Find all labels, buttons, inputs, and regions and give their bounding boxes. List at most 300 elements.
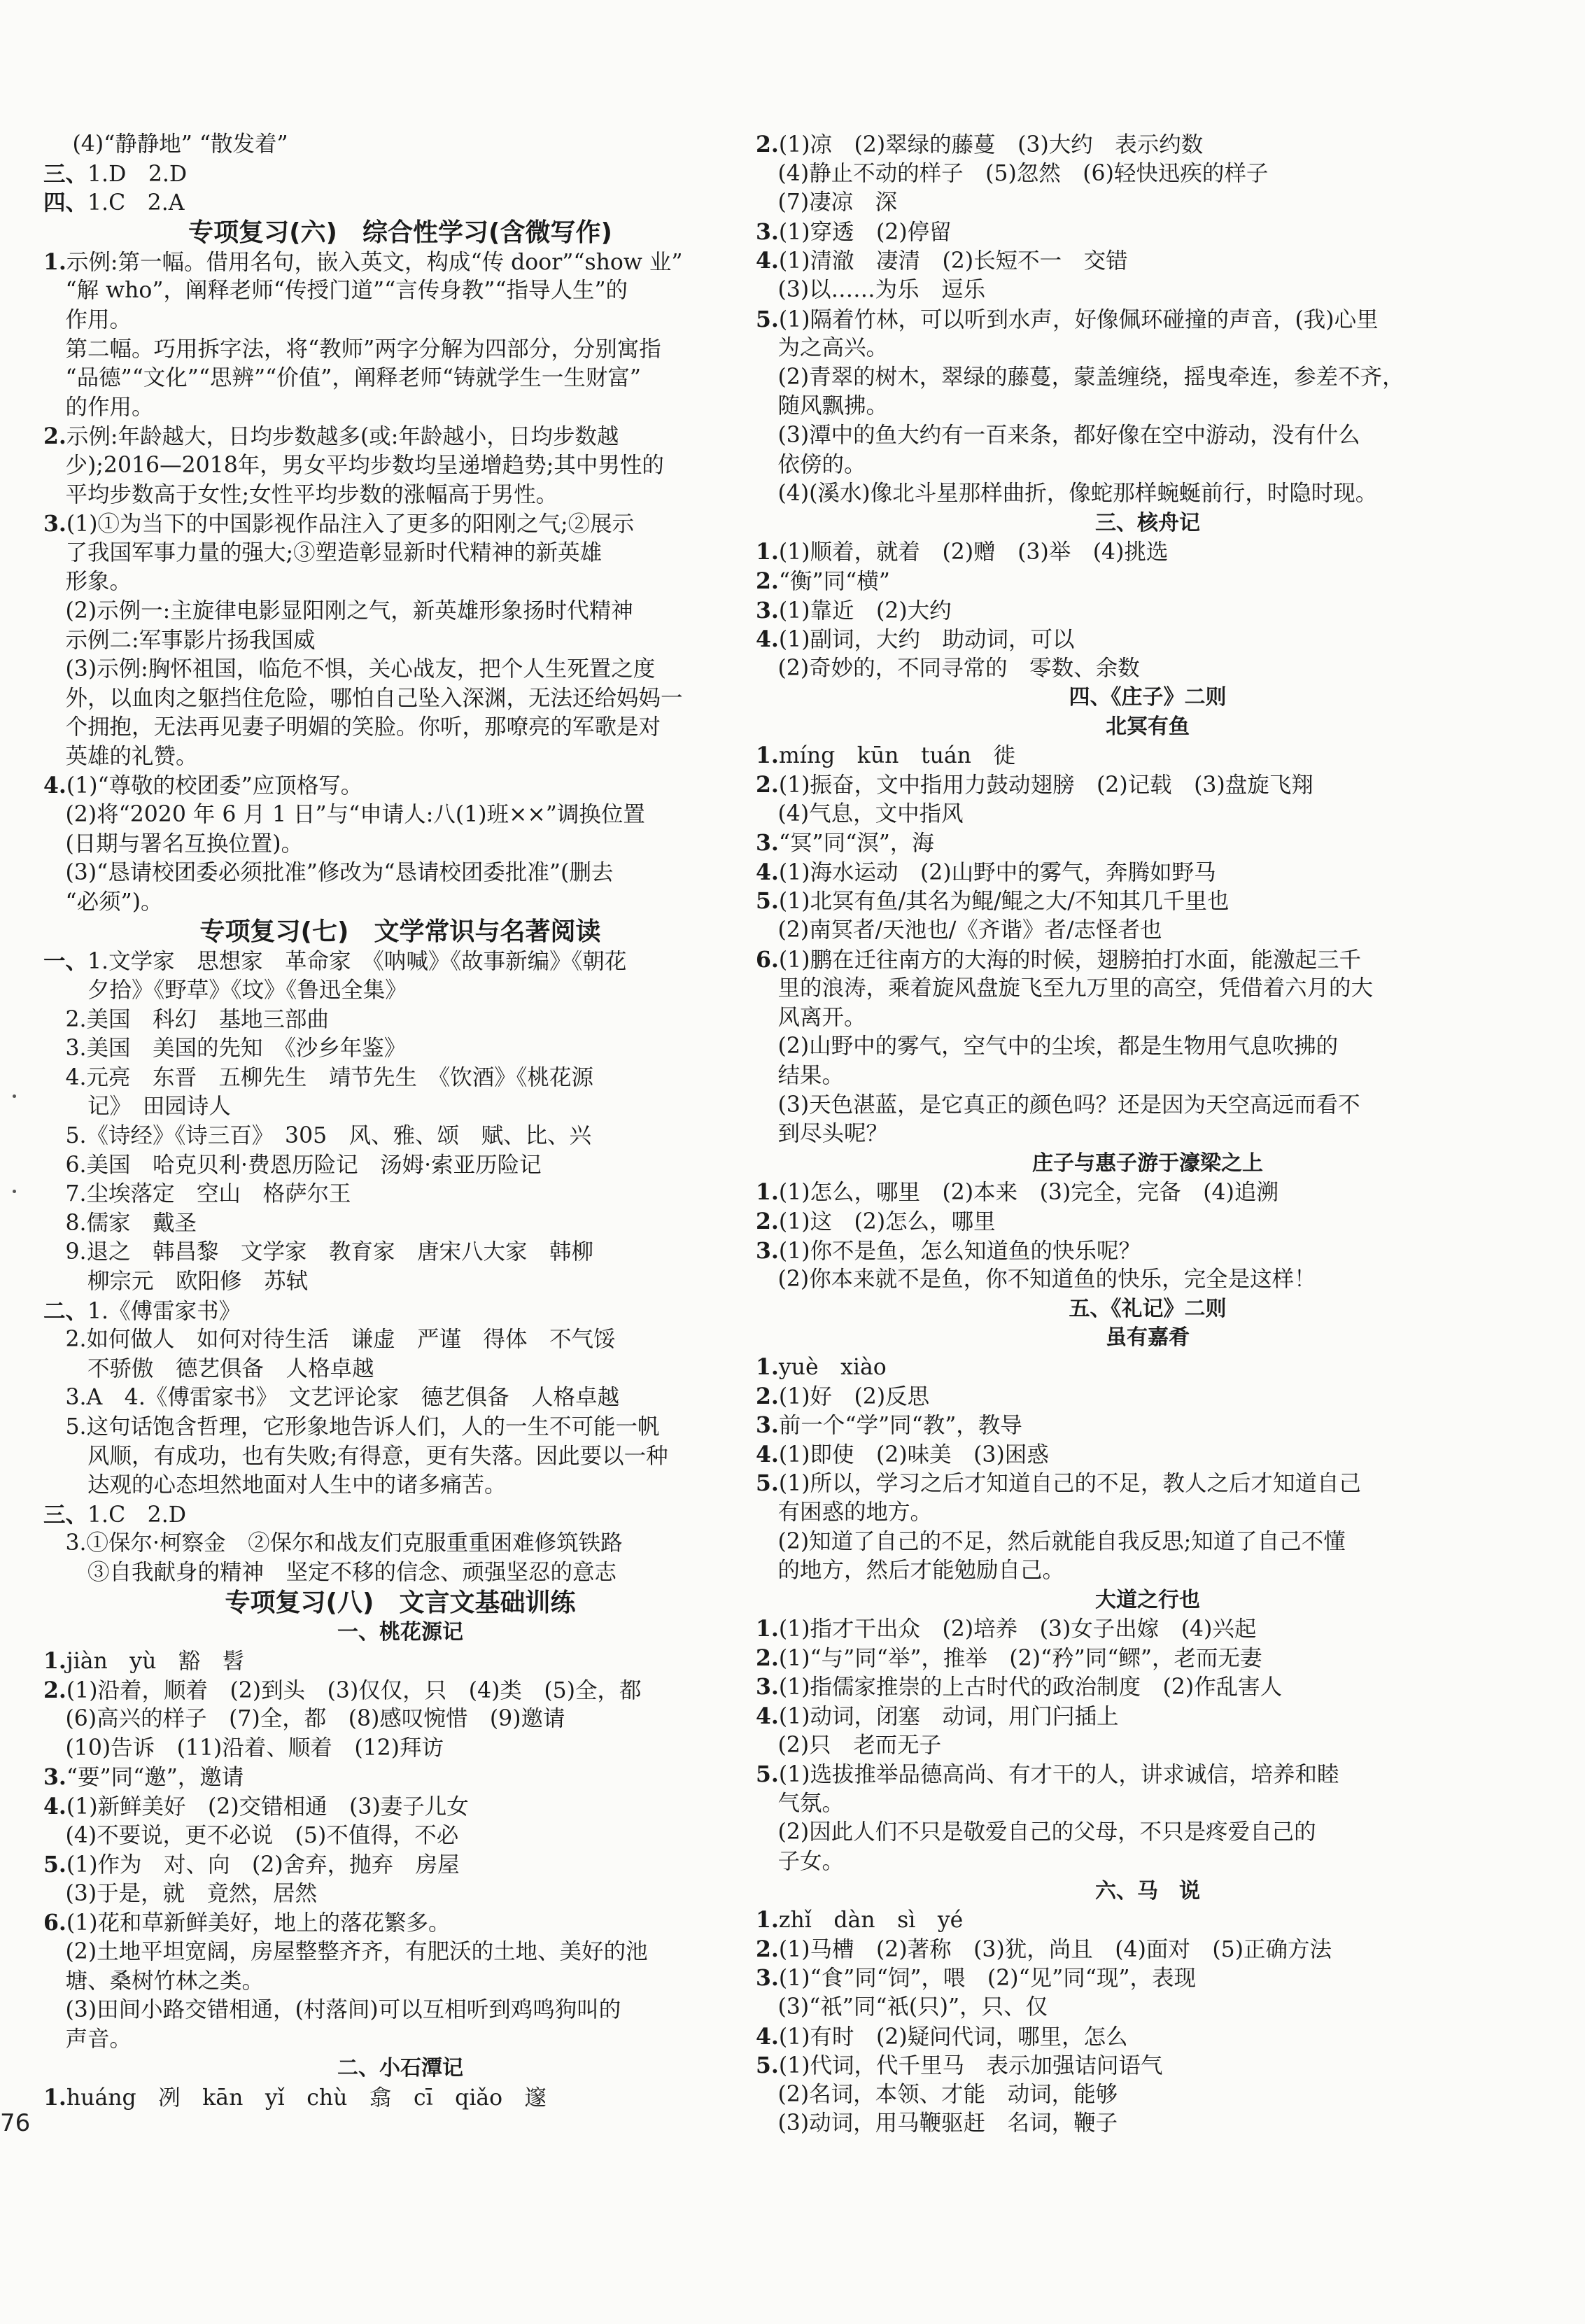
answer-line	[43, 1355, 757, 1384]
answer-line	[43, 188, 757, 218]
question-number: 3.	[756, 1674, 779, 1700]
answer-line	[43, 1092, 757, 1122]
answer-line	[756, 1731, 1540, 1761]
subsection-heading: 三、核舟记	[1095, 510, 1200, 535]
answer-text: (1)花和草新鲜美好，地上的落花繁多。	[66, 1910, 451, 1936]
answer-text: “冥”同“溟”，海	[778, 831, 934, 857]
question-number: 2.	[43, 423, 66, 450]
question-number: 3.	[756, 830, 779, 857]
answer-line	[43, 306, 757, 335]
answer-text: (日期与署名互换位置)。	[43, 831, 304, 857]
answer-line	[756, 945, 1540, 975]
answer-text: 的地方，然后才能勉励自己。	[756, 1558, 1065, 1584]
answer-text: (2)南冥者/天池也/《齐谐》者/志怪者也	[756, 917, 1162, 943]
answer-text: (2)示例一:主旋律电影显阳刚之气，新英雄形象扬时代精神	[43, 598, 633, 624]
answer-text: 示例二:军事影片扬我国威	[43, 627, 316, 653]
answer-line	[756, 654, 1540, 684]
answer-text: 风顺，有成功，也有失败;有得意，更有失落。因此要以一种	[43, 1443, 668, 1469]
answer-text: (7)凄凉 深	[756, 190, 898, 216]
answer-line	[756, 770, 1540, 800]
answer-text: (3)“祇”同“祇(只)”，只、仅	[756, 1994, 1048, 2020]
question-number: 3.	[756, 1965, 779, 1992]
answer-line	[43, 1064, 757, 1093]
answer-line	[756, 392, 1540, 421]
answer-line	[756, 246, 1540, 276]
answer-line	[43, 947, 757, 976]
answer-line	[43, 713, 757, 742]
answer-line	[43, 1180, 757, 1209]
answer-line	[43, 1850, 757, 1880]
answer-line	[43, 160, 757, 189]
answer-line	[756, 363, 1540, 393]
answer-text: 第二幅。巧用拆字法，将“教师”两字分解为四部分，分别寓指	[43, 336, 661, 362]
answer-line	[756, 160, 1540, 189]
answer-text: 外，以血肉之躯挡住危险，哪怕自己坠入深渊，无法还给妈妈一	[43, 685, 683, 711]
answer-line	[43, 1500, 757, 1530]
answer-text: (1)①为当下的中国影视作品注入了更多的阳刚之气;②展示	[66, 512, 635, 537]
answer-line	[756, 2051, 1540, 2080]
answer-line	[43, 771, 757, 801]
answer-text: (1)你不是鱼，怎么知道鱼的快乐呢？	[778, 1238, 1141, 1264]
answer-text: (4)静止不动的样子 (5)忽然 (6)轻快迅疾的样子	[756, 160, 1269, 186]
answer-text: (3)田间小路交错相通，(村落间)可以互相听到鸡鸣狗叫的	[43, 1997, 621, 2023]
answer-text: (1)穿透 (2)停留	[778, 219, 952, 245]
answer-text: 少);2016—2018年，男女平均步数均呈递增趋势;其中男性的	[43, 452, 664, 478]
question-number: 1.	[756, 539, 779, 565]
answer-text: 形象。	[43, 569, 132, 595]
question-number: 2.	[43, 1677, 66, 1703]
answer-line	[43, 2025, 757, 2055]
answer-text: 的作用。	[43, 394, 154, 420]
answer-line	[43, 1122, 757, 1151]
answer-line	[43, 859, 757, 888]
section-heading: 专项复习(八) 文言文基础训练	[225, 1588, 576, 1617]
answer-line	[43, 1383, 757, 1413]
answer-text: (1)好 (2)反思	[778, 1383, 930, 1409]
answer-line	[43, 1822, 757, 1851]
answer-text: (1)“食”同“饲”，喂 (2)“见”同“现”，表现	[778, 1966, 1196, 1992]
answer-line	[43, 626, 757, 656]
answer-text: (1)新鲜美好 (2)交错相通 (3)妻子儿女	[66, 1794, 469, 1820]
answer-text: (2)山野中的雾气，空气中的尘埃，都是生物用气息吹拂的	[756, 1034, 1339, 1059]
question-number: 4.	[756, 859, 779, 885]
answer-text: (1)作为 对、向 (2)舍弃，抛弃 房屋	[66, 1852, 460, 1878]
answer-text: 达观的心态坦然地面对人生中的诸多痛苦。	[43, 1472, 507, 1498]
answer-text: 为之高兴。	[756, 335, 889, 361]
answer-text: (3)“恳请校团委必须批准”修改为“恳请校团委批准”(删去	[43, 860, 614, 886]
question-number: 4.	[756, 626, 779, 653]
answer-text: (3)天色湛蓝，是它真正的颜色吗？还是因为天空高远而看不	[756, 1092, 1360, 1118]
question-number: 1.	[43, 1648, 66, 1675]
answer-line	[43, 248, 757, 277]
answer-line	[43, 888, 757, 917]
left-column	[43, 130, 757, 2113]
question-number: 1.	[43, 248, 66, 275]
question-number: 1.	[756, 1907, 779, 1934]
answer-line	[43, 451, 757, 481]
answer-text: (2)奇妙的，不同寻常的 零数、余数	[756, 655, 1140, 681]
answer-text: 1.D 2.D	[87, 161, 188, 187]
answer-line	[43, 130, 757, 160]
question-number: 3.	[43, 1764, 66, 1791]
answer-text: (1)“尊敬的校团委”应顶格写。	[66, 773, 363, 799]
answer-text: 英雄的礼赞。	[43, 743, 198, 769]
question-number: 1.	[756, 1353, 779, 1380]
answer-line	[756, 218, 1540, 247]
answer-line	[756, 1469, 1540, 1498]
answer-text: 了我国军事力量的强大;③塑造彰显新时代精神的新英雄	[43, 540, 603, 565]
answer-text: 3.A 4.《傅雷家书》 文艺评论家 德艺俱备 人格卓越	[43, 1385, 620, 1411]
answer-text: (4)气息，文中指风	[756, 801, 964, 826]
answer-text: (1)靠近 (2)大约	[778, 598, 952, 624]
answer-text: 1.C 2.D	[87, 1502, 186, 1528]
answer-line	[43, 1792, 757, 1822]
question-number: 1.	[756, 1179, 779, 1206]
answer-line	[43, 1413, 757, 1442]
subsection-heading: 四、《庄子》二则	[1069, 685, 1227, 710]
question-number: 三、	[43, 160, 88, 187]
question-number: 5.	[756, 888, 779, 915]
question-number: 5.	[756, 2052, 779, 2079]
answer-text: 1.文学家 思想家 革命家 《呐喊》《故事新编》《朝花	[87, 949, 627, 975]
answer-line	[43, 1034, 757, 1064]
answer-line	[43, 1734, 757, 1763]
answer-line	[756, 1091, 1540, 1120]
answer-text: yuè xiào	[778, 1354, 887, 1380]
question-number: 4.	[756, 248, 779, 274]
answer-text: 示例:年龄越大，日均步数越多(或:年龄越小，日均步数越	[66, 424, 619, 450]
answer-text: (3)潭中的鱼大约有一百来条，都好像在空中游动，没有什么	[756, 422, 1360, 448]
question-number: 1.	[756, 1616, 779, 1642]
answer-line	[756, 1702, 1540, 1731]
answer-text: 声音。	[43, 2026, 132, 2052]
answer-text: 有困惑的地方。	[756, 1499, 933, 1525]
answer-line	[43, 976, 757, 1006]
answer-line	[756, 1032, 1540, 1062]
question-number: 2.	[756, 1208, 779, 1234]
answer-text: 1.C 2.A	[87, 190, 185, 216]
subsection-heading: 北冥有鱼	[1106, 714, 1190, 739]
question-number: 四、	[43, 190, 88, 216]
answer-line	[756, 1760, 1540, 1789]
answer-text: “衡”同“横”	[778, 568, 890, 594]
answer-line	[756, 1498, 1540, 1528]
answer-text: 2.如何做人 如何对待生活 谦虚 严谨 得体 不气馁	[43, 1327, 616, 1353]
subsection-heading: 二、小石潭记	[337, 2056, 463, 2081]
answer-text: (1)鹏在迁往南方的大海的时候，翅膀拍打水面，能激起三千	[778, 947, 1362, 973]
answer-text: 5.《诗经》《诗三百》 305 风、雅、颂 赋、比、兴	[43, 1123, 592, 1148]
answer-text: (2)你本来就不是鱼，你不知道鱼的快乐，完全是这样！	[756, 1267, 1316, 1293]
answer-line	[756, 916, 1540, 945]
answer-text: (2)土地平坦宽阔，房屋整整齐齐，有肥沃的土地、美好的池	[43, 1939, 648, 1965]
answer-text: (3)示例:胸怀祖国，临危不惧，关心战友，把个人生死置之度	[43, 656, 656, 682]
answer-line	[756, 2022, 1540, 2052]
question-number: 4.	[756, 1703, 779, 1730]
answer-line	[756, 1614, 1540, 1644]
answer-text: 气氛。	[756, 1790, 845, 1816]
answer-line	[756, 2080, 1540, 2110]
question-number: 1.	[43, 2085, 66, 2111]
scan-mark	[13, 1190, 16, 1193]
answer-line	[756, 625, 1540, 654]
answer-line	[756, 1847, 1540, 1877]
page-number: 76	[0, 2109, 31, 2137]
subsection-heading: 大道之行也	[1095, 1587, 1200, 1612]
answer-line	[43, 1297, 757, 1326]
answer-line	[43, 1676, 757, 1705]
answer-text: 平均步数高于女性;女性平均步数的涨幅高于男性。	[43, 481, 558, 507]
answer-line	[756, 1672, 1540, 1702]
answer-line	[756, 1440, 1540, 1470]
answer-line	[756, 451, 1540, 480]
answer-line	[756, 1528, 1540, 1557]
answer-line	[43, 1880, 757, 1909]
answer-line	[43, 1967, 757, 1996]
answer-line	[756, 1237, 1540, 1266]
answer-text: míng kūn tuán 徙	[778, 743, 1015, 769]
answer-line	[43, 1996, 757, 2025]
answer-text: (1)即使 (2)味美 (3)困惑	[778, 1442, 1049, 1467]
answer-text: (1)“与”同“举”，推举 (2)“矜”同“鳏”，老而无妻	[778, 1645, 1262, 1671]
answer-line	[756, 188, 1540, 218]
question-number: 2.	[756, 1936, 779, 1962]
answer-text: (1)指才干出众 (2)培养 (3)女子出嫁 (4)兴起	[778, 1617, 1257, 1642]
answer-text: 夕拾》《野草》《坟》《鲁迅全集》	[43, 978, 407, 1003]
answer-line	[756, 1382, 1540, 1411]
section-heading: 专项复习(七) 文学常识与名著阅读	[199, 917, 601, 947]
question-number: 4.	[43, 773, 66, 799]
answer-text: huáng 冽 kān yǐ chù 翕 cī qiǎo 邃	[66, 2085, 547, 2111]
answer-text: (3)于是，就 竟然，居然	[43, 1880, 318, 1906]
answer-line	[43, 655, 757, 684]
answer-text: (1)沿着，顺着 (2)到头 (3)仅仅，只 (4)类 (5)全，都	[66, 1677, 642, 1703]
answer-text: 子女。	[756, 1849, 845, 1875]
answer-line	[756, 1411, 1540, 1440]
answer-line	[756, 334, 1540, 363]
subsection-heading: 庄子与惠子游于濠梁之上	[1032, 1150, 1263, 1176]
answer-text: (1)所以，学习之后才知道自己的不足，教人之后才知道自己	[778, 1471, 1362, 1497]
question-number: 三、	[43, 1501, 88, 1528]
answer-text: 8.儒家 戴圣	[43, 1210, 197, 1236]
answer-line	[756, 1906, 1540, 1935]
answer-text: 记》 田园诗人	[43, 1094, 231, 1120]
answer-text: (4)(溪水)像北斗星那样曲折，像蛇那样蜿蜒前行，时隐时现。	[756, 481, 1378, 507]
answer-line	[756, 2109, 1540, 2139]
answer-line	[756, 741, 1540, 770]
answer-text: (4)“静静地” “散发着”	[43, 132, 288, 157]
answer-line	[756, 1644, 1540, 1673]
answer-text: 3.①保尔·柯察金 ②保尔和战友们克服重重困难修筑铁路	[43, 1530, 623, 1556]
subsection-heading: 六、马 说	[1095, 1878, 1200, 1903]
question-number: 3.	[43, 511, 66, 537]
answer-line	[43, 1908, 757, 1938]
answer-text: 2.美国 科幻 基地三部曲	[43, 1006, 330, 1032]
right-column	[756, 130, 1540, 2139]
answer-text: (1)选拔推举品德高尚、有才干的人，讲求诚信，培养和睦	[778, 1762, 1339, 1788]
answer-line	[43, 335, 757, 365]
question-number: 3.	[756, 1237, 779, 1264]
answer-text: 不骄傲 德艺俱备 人格卓越	[43, 1355, 374, 1381]
question-number: 一、	[43, 948, 88, 975]
answer-line	[756, 974, 1540, 1003]
answer-line	[756, 858, 1540, 887]
answer-line	[756, 1789, 1540, 1819]
answer-text: (6)高兴的样子 (7)全，都 (8)感叹惋惜 (9)邀请	[43, 1706, 565, 1732]
answer-line	[43, 276, 757, 306]
answer-text: 3.美国 美国的先知 《沙乡年鉴》	[43, 1036, 407, 1062]
question-number: 5.	[756, 1761, 779, 1788]
answer-line	[756, 887, 1540, 916]
answer-line	[43, 684, 757, 714]
answer-text: (2)因此人们不只是敬爱自己的父母，不只是疼爱自己的	[756, 1819, 1316, 1845]
answer-text: (1)代词，代千里马 表示加强诘问语气	[778, 2053, 1163, 2079]
question-number: 1.	[756, 742, 779, 769]
question-number: 5.	[43, 1852, 66, 1878]
answer-line	[756, 829, 1540, 858]
subsection-heading: 虽有嘉肴	[1106, 1325, 1190, 1351]
answer-text: ③自我献身的精神 坚定不移的信念、顽强坚忍的意志	[43, 1559, 617, 1585]
answer-line	[756, 596, 1540, 626]
answer-line	[756, 1178, 1540, 1207]
answer-text: 6.美国 哈克贝利·费恩历险记 汤姆·索亚历险记	[43, 1152, 542, 1178]
answer-text: (2)知道了自己的不足，然后就能自我反思;知道了自己不懂	[756, 1528, 1346, 1554]
answer-text: (1)有时 (2)疑问代词，哪里，怎么	[778, 2024, 1128, 2050]
answer-line	[43, 1938, 757, 1967]
question-number: 3.	[756, 218, 779, 245]
answer-line	[756, 1818, 1540, 1847]
answer-line	[43, 364, 757, 393]
answer-text: 个拥抱，无法再见妻子明媚的笑脸。你听，那嘹亮的军歌是对	[43, 714, 661, 740]
question-number: 4.	[756, 1441, 779, 1467]
question-number: 2.	[756, 132, 779, 157]
answer-text: (2)只 老而无子	[756, 1732, 942, 1758]
answer-text: 前一个“学”同“教”，教导	[778, 1413, 1022, 1439]
answer-line	[756, 421, 1540, 451]
answer-line	[756, 1993, 1540, 2022]
question-number: 二、	[43, 1297, 88, 1324]
answer-text: “要”同“邀”，邀请	[66, 1765, 244, 1791]
answer-text: (1)这 (2)怎么，哪里	[778, 1209, 996, 1234]
answer-text: zhǐ dàn sì yé	[778, 1908, 964, 1934]
answer-line	[756, 130, 1540, 160]
answer-line	[756, 1207, 1540, 1237]
answer-line	[43, 509, 757, 539]
question-number: 4.	[43, 1794, 66, 1820]
answer-text: (1)隔着竹林，可以听到水声，好像佩环碰撞的声音，(我)心里	[778, 307, 1379, 332]
answer-text: 到尽头呢？	[756, 1121, 889, 1147]
answer-text: (3)动词，用马鞭驱赶 名词，鞭子	[756, 2111, 1118, 2136]
answer-text: 示例:第一幅。借用名句，嵌入英文，构成“传 door”“show 业”	[66, 249, 683, 275]
question-number: 2.	[756, 568, 779, 594]
answer-text: (4)不要说，更不必说 (5)不值得，不必	[43, 1822, 459, 1848]
answer-line	[43, 1647, 757, 1676]
answer-text: (1)清澈 凄清 (2)长短不一 交错	[778, 248, 1128, 274]
answer-text: (1)马槽 (2)著称 (3)犹，尚且 (4)面对 (5)正确方法	[778, 1936, 1332, 1962]
answer-line	[43, 1209, 757, 1239]
answer-text: (1)凉 (2)翠绿的藤蔓 (3)大约 表示约数	[778, 132, 1204, 157]
answer-text: (1)怎么，哪里 (2)本来 (3)完全，完备 (4)追溯	[778, 1180, 1278, 1206]
answer-line	[43, 1529, 757, 1558]
answer-line	[756, 1003, 1540, 1033]
answer-text: 5.这句话饱含哲理，它形象地告诉人们，人的一生不可能一帆	[43, 1414, 660, 1439]
answer-line	[43, 1442, 757, 1472]
answer-text: “必须”)。	[43, 889, 163, 915]
answer-text: (1)海水运动 (2)山野中的雾气，奔腾如野马	[778, 859, 1216, 885]
answer-line	[43, 830, 757, 859]
answer-text: 7.尘埃落定 空山 格萨尔王	[43, 1181, 351, 1207]
answer-text: 作用。	[43, 307, 132, 332]
answer-line	[756, 800, 1540, 829]
question-number: 6.	[43, 1910, 66, 1936]
answer-text: 塘、桑树竹林之类。	[43, 1968, 265, 1994]
answer-text: (1)动词，闭塞 动词，用门闩插上	[778, 1704, 1119, 1730]
answer-line	[43, 393, 757, 423]
subsection-heading: 五、《礼记》二则	[1069, 1296, 1227, 1321]
answer-text: 结果。	[756, 1063, 845, 1088]
question-number: 6.	[756, 946, 779, 973]
answer-line	[756, 1935, 1540, 1964]
answer-line	[43, 1267, 757, 1297]
answer-text: (1)北冥有鱼/其名为鲲/鲲之大/不知其几千里也	[778, 889, 1230, 915]
answer-text: 4.元亮 东晋 五柳先生 靖节先生 《饮酒》《桃花源	[43, 1064, 594, 1090]
answer-line	[43, 1151, 757, 1181]
question-number: 2.	[756, 1383, 779, 1409]
answer-line	[756, 537, 1540, 567]
question-number: 3.	[756, 1412, 779, 1439]
answer-line	[43, 481, 757, 510]
answer-line	[43, 1763, 757, 1792]
answer-text: 柳宗元 欧阳修 苏轼	[43, 1268, 309, 1294]
answer-text: 里的浪涛，乘着旋风盘旋飞至九万里的高空，凭借着六月的大	[756, 976, 1374, 1001]
answer-text: (2)名词，本领、才能 动词，能够	[756, 2081, 1118, 2107]
question-number: 2.	[756, 1645, 779, 1671]
answer-line	[756, 479, 1540, 509]
answer-line	[43, 539, 757, 568]
scan-mark	[13, 1094, 16, 1098]
answer-line	[43, 1471, 757, 1500]
answer-line	[43, 742, 757, 772]
answer-line	[756, 276, 1540, 305]
answer-line	[756, 567, 1540, 596]
answer-line	[43, 568, 757, 597]
answer-line	[756, 1556, 1540, 1586]
answer-line	[43, 1006, 757, 1035]
answer-text: (1)指儒家推崇的上古时代的政治制度 (2)作乱害人	[778, 1675, 1283, 1700]
answer-line	[43, 597, 757, 626]
answer-line	[43, 1238, 757, 1267]
answer-line	[756, 1964, 1540, 1993]
answer-text: (2)将“2020 年 6 月 1 日”与“申请人:八(1)班××”调换位置	[43, 802, 645, 828]
answer-line	[43, 1705, 757, 1734]
answer-text: (10)告诉 (11)沿着、顺着 (12)拜访	[43, 1735, 444, 1761]
answer-text: 风离开。	[756, 1004, 866, 1030]
answer-line	[756, 1120, 1540, 1149]
question-number: 5.	[756, 1470, 779, 1497]
answer-text: (1)副词，大约 助动词，可以	[778, 627, 1075, 653]
answer-text: (3)以……为乐 逗乐	[756, 276, 986, 302]
answer-text: “品德”“文化”“思辨”“价值”，阐释老师“铸就学生一生财富”	[43, 365, 642, 391]
answer-text: jiàn yù 豁 髫	[66, 1649, 245, 1675]
answer-line	[43, 1558, 757, 1588]
answer-text: 1.《傅雷家书》	[87, 1298, 241, 1324]
answer-line	[43, 422, 757, 451]
answer-line	[43, 801, 757, 830]
question-number: 5.	[756, 306, 779, 332]
question-number: 4.	[756, 2023, 779, 2050]
question-number: 2.	[756, 772, 779, 798]
answer-text: (1)顺着，就着 (2)赠 (3)举 (4)挑选	[778, 540, 1169, 565]
question-number: 3.	[756, 597, 779, 624]
